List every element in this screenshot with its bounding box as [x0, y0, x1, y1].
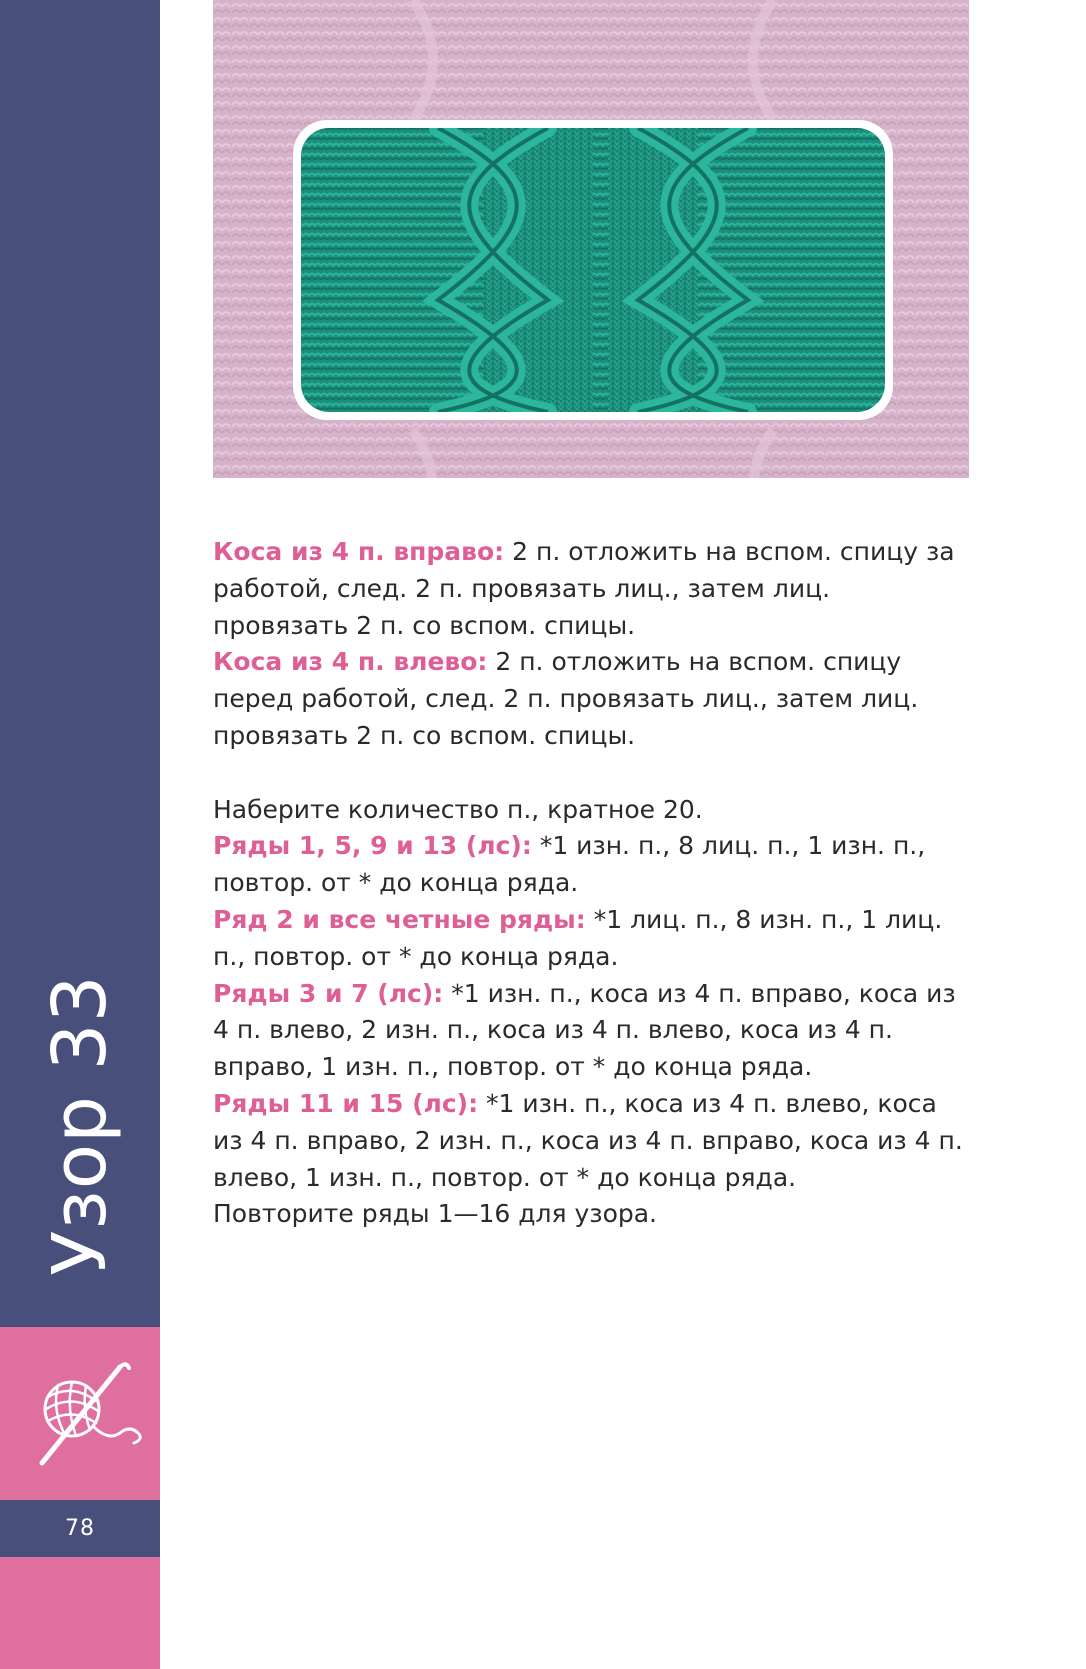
page-number: 78	[65, 1516, 95, 1541]
sidebar-band	[0, 0, 160, 1327]
definition-label: Коса из 4 п. влево:	[213, 647, 488, 677]
definition-cable-right	[213, 534, 969, 644]
row-label: Ряды 11 и 15 (лс):	[213, 1088, 479, 1118]
definition-text: 2 п. отложить на вспом. спицу перед работой, след. 2 п. провязать лиц., затем лиц. провязать 2 п. со вспом. спицы.	[213, 647, 919, 750]
paragraph-spacer	[213, 755, 969, 792]
repeat-instruction: Повторите ряды 1—16 для узора.	[213, 1199, 658, 1229]
row-label: Ряды 3 и 7 (лс):	[213, 978, 444, 1008]
sidebar-logo-block	[0, 1327, 160, 1500]
sidebar-bottom-band	[0, 1557, 160, 1669]
row-text: *1 изн. п., 8 лиц. п., 1 изн. п., повтор. от * до конца ряда.	[213, 831, 926, 898]
definition-cable-left	[213, 644, 969, 754]
row-text: *1 изн. п., коса из 4 п. вправо, коса из 4 п. влево, 2 изн. п., коса из 4 п. влево, коса из 4 п. вправо, 1 изн. п., повтор. от * до конца ряда.	[213, 978, 956, 1082]
row-instruction	[213, 1086, 969, 1196]
row-text: *1 изн. п., коса из 4 п. влево, коса из 4 п. вправо, 2 изн. п., коса из 4 п. вправо, коса из 4 п. влево, 1 изн. п., повтор. от * до конца ряда.	[213, 1088, 963, 1192]
row-instruction	[213, 902, 969, 976]
page-number-block	[0, 1500, 160, 1557]
row-label: Ряды 1, 5, 9 и 13 (лс):	[213, 831, 532, 861]
definition-label: Коса из 4 п. вправо:	[213, 537, 505, 566]
cast-on-instruction: Наберите количество п., кратное 20.	[213, 794, 703, 824]
knitted-cable-pattern-photo	[213, 0, 969, 478]
row-instruction	[213, 828, 969, 902]
pattern-instructions	[213, 534, 969, 1233]
row-label: Ряд 2 и все четные ряды:	[213, 904, 586, 934]
row-text: *1 лиц. п., 8 изн. п., 1 лиц. п., повтор. от * до конца ряда.	[213, 904, 943, 971]
yarn-ball-crochet-hook-icon	[28, 1359, 148, 1469]
row-instruction	[213, 976, 969, 1086]
definition-text: 2 п. отложить на вспом. спицу за работой, след. 2 п. провязать лиц., затем лиц. провязать 2 п. со вспом. спицы.	[213, 537, 955, 640]
pattern-title: Узор 33	[37, 974, 123, 1276]
